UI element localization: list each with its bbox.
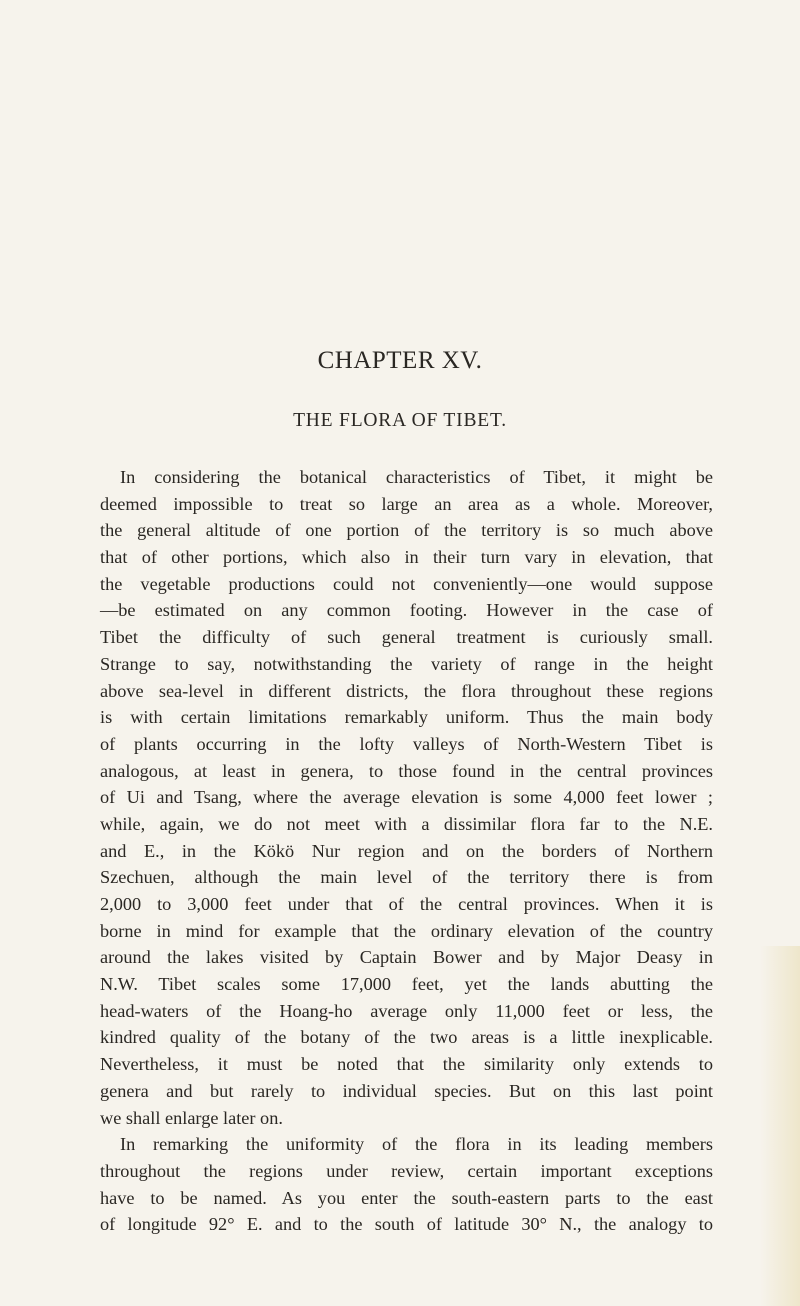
text-line: N.W. Tibet scales some 17,000 feet, yet the lands abutting the [100, 974, 713, 995]
text-line: kindred quality of the botany of the two areas is a little inexplicable. [100, 1027, 713, 1048]
text-line: —be estimated on any common footing. However in the case of [100, 600, 713, 621]
section-title: THE FLORA OF TIBET. [293, 410, 507, 431]
text-line: borne in mind for example that the ordinary elevation of the country [100, 920, 713, 941]
text-line: is with certain limitations remarkably uniform. Thus the main body [100, 707, 713, 728]
text-line: 2,000 to 3,000 feet under that of the central provinces. When it is [100, 894, 713, 914]
text-line: above sea-level in different districts, the flora throughout these regions [100, 680, 713, 701]
text-line: Szechuen, although the main level of the territory there is from [100, 867, 713, 888]
text-line: of plants occurring in the lofty valleys of North-Western Tibet is [100, 733, 713, 754]
text-line: In remarking the uniformity of the flora in its leading members [120, 1134, 713, 1155]
text-line: we shall enlarge later on. [100, 1107, 283, 1128]
text-line: that of other portions, which also in their turn vary in elevation, that [100, 547, 713, 568]
text-line: genera and but rarely to individual species. But on this last point [100, 1080, 713, 1101]
text-line: deemed impossible to treat so large an area as a whole. Moreover, [100, 493, 713, 514]
body-text [100, 464, 713, 1238]
text-line: Tibet the difficulty of such general treatment is curiously small. [100, 627, 713, 648]
text-line: the vegetable productions could not conveniently—one would suppose [100, 573, 713, 594]
text-line: Nevertheless, it must be noted that the similarity only extends to [100, 1054, 713, 1075]
text-line: the general altitude of one portion of the territory is so much above [100, 520, 713, 541]
text-line: In considering the botanical characteristics of Tibet, it might be [120, 467, 713, 487]
chapter-heading: CHAPTER XV. [317, 347, 483, 374]
text-line: and E., in the Kökö Nur region and on the borders of Northern [100, 840, 713, 861]
text-line: have to be named. As you enter the south-eastern parts to the east [100, 1187, 713, 1208]
text-line: analogous, at least in genera, to those found in the central provinces [100, 760, 713, 781]
text-line: while, again, we do not meet with a dissimilar flora far to the N.E. [100, 813, 713, 834]
text-line: of Ui and Tsang, where the average elevation is some 4,000 feet lower ; [100, 787, 713, 808]
page-edge-discoloration [760, 946, 800, 1306]
text-line: around the lakes visited by Captain Bower and by Major Deasy in [100, 947, 713, 968]
text-line: of longitude 92° E. and to the south of latitude 30° N., the analogy to [100, 1214, 713, 1235]
text-line: Strange to say, notwithstanding the variety of range in the height [100, 653, 713, 674]
text-line: throughout the regions under review, certain important exceptions [100, 1160, 713, 1181]
text-line: head-waters of the Hoang-ho average only 11,000 feet or less, the [100, 1000, 713, 1021]
